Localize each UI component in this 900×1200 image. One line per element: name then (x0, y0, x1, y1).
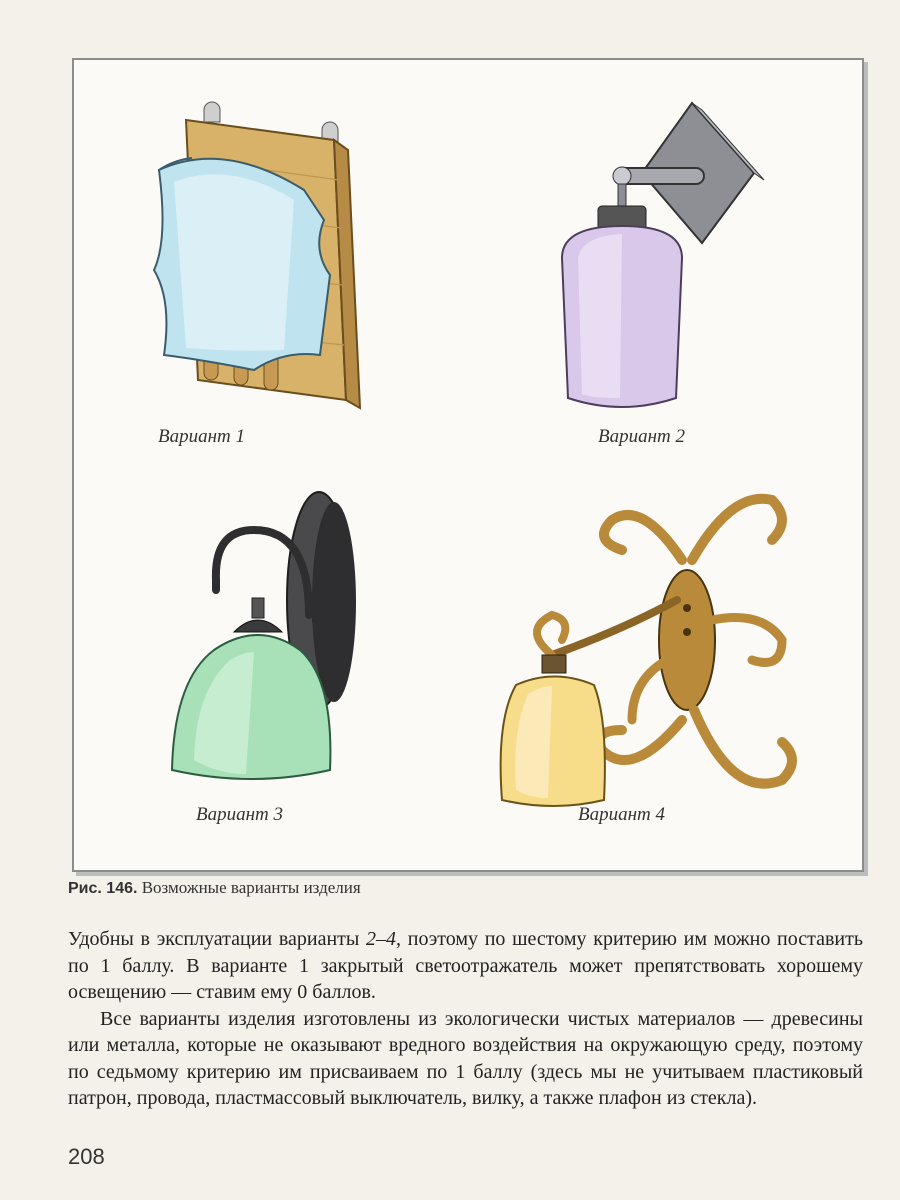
variant-label-3: Вариант 3 (196, 804, 284, 825)
paragraph-2: Все варианты изделия изготовлены из экологически чистых материалов — древесины или металла, которые не оказывают вредного воздействия на окружающую среду, поэтому по седьмому критерию им присваиваем по 1 баллу (здесь мы не учитываем пластиковый патрон, провода, пластмассовый выключатель, вилку, а также плафон из стекла). (68, 1007, 863, 1109)
lamp-variant-4-illustration (482, 480, 812, 810)
body-text (68, 926, 863, 1112)
lamp-variant-3-illustration (134, 490, 394, 790)
figure-caption-number: Рис. 146. (68, 880, 138, 897)
figure-caption-text: Возможные варианты изделия (141, 878, 361, 897)
variant-label-2: Вариант 2 (598, 426, 686, 447)
paragraph-1 (68, 926, 863, 1006)
variant-label-4: Вариант 4 (578, 804, 666, 825)
figure-caption (68, 878, 361, 898)
figure-frame (72, 58, 864, 872)
lamp-variant-1-illustration (134, 100, 374, 420)
page-number: 208 (68, 1144, 105, 1169)
lamp-variant-2-illustration (542, 98, 772, 418)
paragraph-1-part-1: Удобны в эксплуатации варианты (68, 928, 367, 950)
variant-label-1: Вариант 1 (158, 426, 246, 447)
paragraph-1-part-2: , поэтому по шестому критерию им можно поставить по 1 баллу. В варианте 1 закрытый светоотражатель может препятствовать хорошему освещению — ставим ему 0 баллов. (68, 928, 863, 1003)
paragraph-1-emphasis: 2–4 (366, 928, 397, 950)
